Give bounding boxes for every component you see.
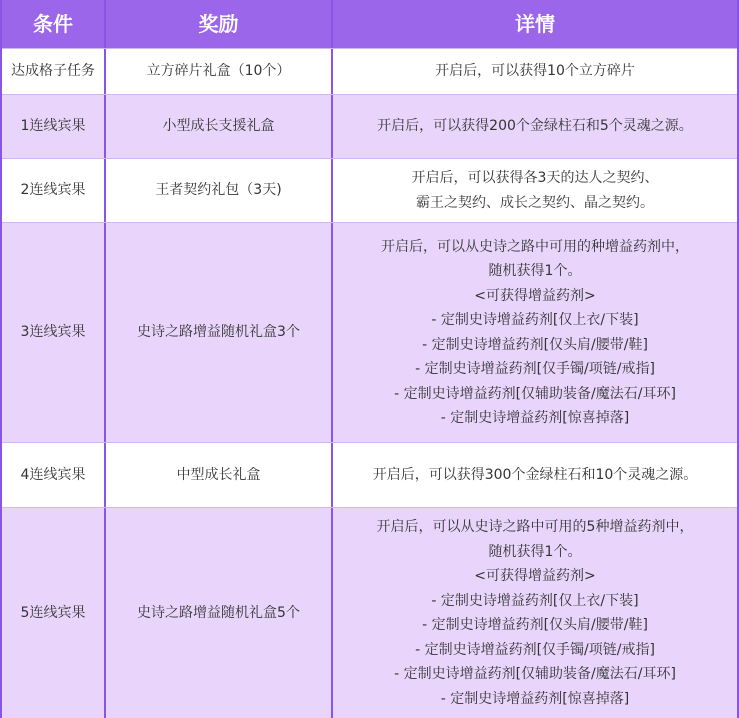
- reward-cell: 史诗之路增益随机礼盒3个: [106, 223, 333, 442]
- table-row: [2, 442, 737, 507]
- condition-cell: 达成格子任务: [2, 49, 106, 94]
- details-cell: [333, 95, 737, 158]
- details-line: 随机获得1个。: [488, 263, 582, 279]
- reward-cell: 小型成长支援礼盒: [106, 95, 333, 158]
- details-cell: [333, 159, 737, 222]
- details-line: <可获得增益药剂>: [474, 568, 596, 584]
- condition-cell: 4连线宾果: [2, 443, 106, 507]
- details-cell: [333, 223, 737, 442]
- details-line: - 定制史诗增益药剂[仅上衣/下装]: [431, 592, 639, 609]
- reward-cell: 王者契约礼包（3天): [106, 159, 333, 222]
- condition-cell: 3连线宾果: [2, 223, 106, 442]
- details-line: 开启后，可以获得各3天的达人之契约、: [411, 170, 659, 186]
- details-line: 开启后，可以获得300个金绿柱石和10个灵魂之源。: [372, 466, 698, 483]
- table-header: [2, 0, 737, 48]
- table-row: [2, 94, 737, 158]
- header-condition: 条件: [2, 0, 106, 48]
- reward-cell: 中型成长礼盒: [106, 443, 333, 507]
- table-row: [2, 158, 737, 222]
- details-line: - 定制史诗增益药剂[惊喜掉落]: [440, 690, 630, 707]
- table-row: [2, 48, 737, 94]
- details-line: - 定制史诗增益药剂[惊喜掉落]: [440, 410, 630, 426]
- reward-cell: 立方碎片礼盒（10个）: [106, 49, 333, 94]
- details-line: 随机获得1个。: [488, 543, 582, 560]
- header-details: 详情: [515, 11, 555, 36]
- details-line: - 定制史诗增益药剂[仅手镯/项链/戒指]: [415, 361, 655, 377]
- condition-cell: 5连线宾果: [2, 508, 106, 718]
- details-line: - 定制史诗增益药剂[仅手镯/项链/戒指]: [415, 641, 655, 658]
- details-line: 开启后，可以获得200个金绿柱石和5个灵魂之源。: [377, 118, 693, 135]
- details-line: 开启后，可以从史诗之路中可用的5种增益药剂中，: [376, 519, 694, 535]
- details-line: 霸王之契约、成长之契约、晶之契约。: [416, 194, 654, 211]
- header-reward: 奖励: [106, 0, 333, 48]
- reward-cell: 史诗之路增益随机礼盒5个: [106, 508, 333, 718]
- condition-cell: 1连线宾果: [2, 95, 106, 158]
- details-line: - 定制史诗增益药剂[仅头肩/腰带/鞋]: [422, 617, 648, 633]
- details-cell: [333, 443, 737, 507]
- condition-cell: 2连线宾果: [2, 159, 106, 222]
- details-line: - 定制史诗增益药剂[仅辅助装备/魔法石/耳环]: [394, 666, 676, 682]
- details-line: 开启后，可以获得10个立方碎片: [435, 63, 635, 80]
- table-row: [2, 507, 737, 718]
- table-row: [2, 222, 737, 442]
- details-line: - 定制史诗增益药剂[仅头肩/腰带/鞋]: [422, 336, 648, 353]
- details-cell: [333, 508, 737, 718]
- details-cell: [333, 49, 737, 94]
- details-line: - 定制史诗增益药剂[仅上衣/下装]: [431, 312, 639, 328]
- details-line: - 定制史诗增益药剂[仅辅助装备/魔法石/耳环]: [394, 385, 676, 402]
- details-line: 开启后，可以从史诗之路中可用的种增益药剂中，: [381, 238, 689, 255]
- details-line: <可获得增益药剂>: [474, 287, 596, 304]
